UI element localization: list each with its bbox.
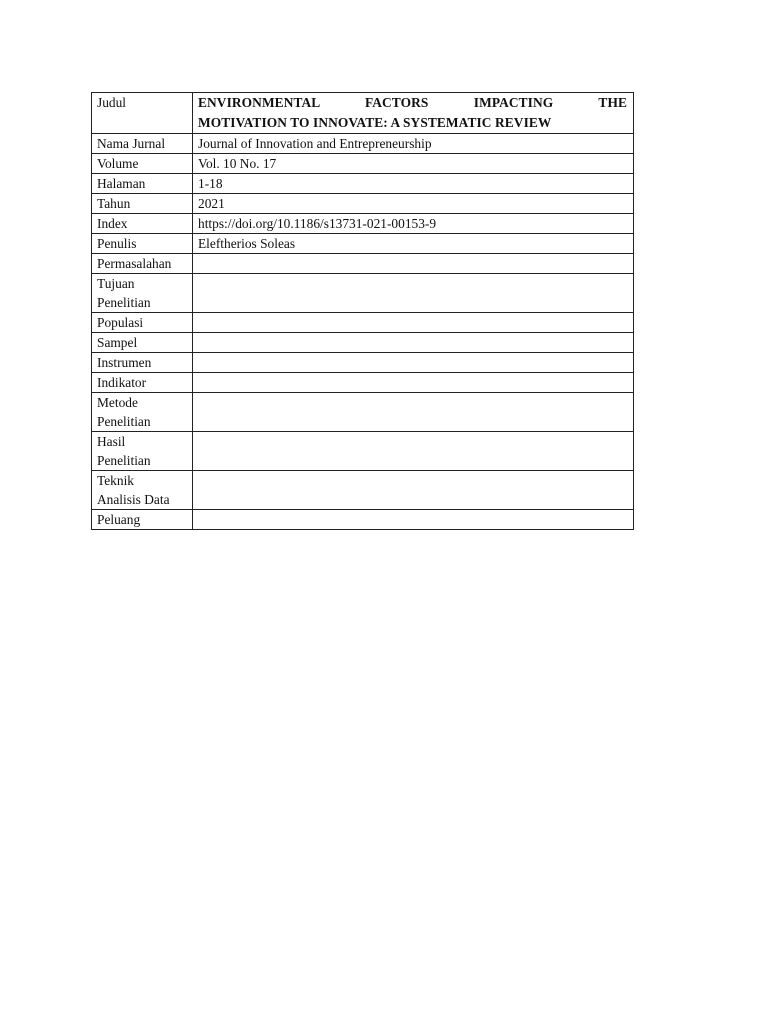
doi-link[interactable]: https://doi.org/10.1186/s13731-021-00153-9 (193, 214, 634, 234)
row-label: Peluang (92, 510, 193, 530)
row-label: Tujuan Penelitian (92, 274, 193, 313)
table-row-index (92, 214, 634, 234)
row-value (193, 471, 634, 510)
row-label: Tahun (92, 194, 193, 214)
row-label: Hasil Penelitian (92, 432, 193, 471)
table-row-penulis (92, 234, 634, 254)
row-label: Nama Jurnal (92, 134, 193, 154)
journal-review-table (91, 92, 634, 530)
table-row-metode-penelitian (92, 393, 634, 432)
row-value (193, 274, 634, 313)
table-row-instrumen (92, 353, 634, 373)
row-value (193, 254, 634, 274)
row-label: Judul (92, 93, 193, 134)
table-row-nama-jurnal (92, 134, 634, 154)
row-label: Penulis (92, 234, 193, 254)
table-row-hasil-penelitian (92, 432, 634, 471)
row-value (193, 373, 634, 393)
row-label: Metode Penelitian (92, 393, 193, 432)
row-value: 1-18 (193, 174, 634, 194)
table-row-tujuan-penelitian (92, 274, 634, 313)
table-row-judul (92, 93, 634, 134)
row-value: 2021 (193, 194, 634, 214)
row-value: Eleftherios Soleas (193, 234, 634, 254)
row-value (193, 510, 634, 530)
row-label: Permasalahan (92, 254, 193, 274)
row-label: Halaman (92, 174, 193, 194)
table-row-halaman (92, 174, 634, 194)
row-value (193, 432, 634, 471)
table-row-teknik-analisis-data (92, 471, 634, 510)
row-label: Volume (92, 154, 193, 174)
row-value: Journal of Innovation and Entrepreneurship (193, 134, 634, 154)
row-label: Sampel (92, 333, 193, 353)
row-label: Populasi (92, 313, 193, 333)
table-row-indikator (92, 373, 634, 393)
table-row-volume (92, 154, 634, 174)
table-row-tahun (92, 194, 634, 214)
table-row-permasalahan (92, 254, 634, 274)
row-value (193, 353, 634, 373)
table-row-sampel (92, 333, 634, 353)
row-value (193, 393, 634, 432)
table-row-peluang (92, 510, 634, 530)
title-line-1: ENVIRONMENTAL FACTORS IMPACTING THE (198, 95, 627, 110)
article-title (193, 93, 634, 134)
row-label: Indikator (92, 373, 193, 393)
row-value (193, 333, 634, 353)
row-label: Teknik Analisis Data (92, 471, 193, 510)
title-line-2: MOTIVATION TO INNOVATE: A SYSTEMATIC REVIEW (198, 115, 552, 130)
table-row-populasi (92, 313, 634, 333)
row-label: Index (92, 214, 193, 234)
row-label: Instrumen (92, 353, 193, 373)
row-value (193, 313, 634, 333)
row-value: Vol. 10 No. 17 (193, 154, 634, 174)
